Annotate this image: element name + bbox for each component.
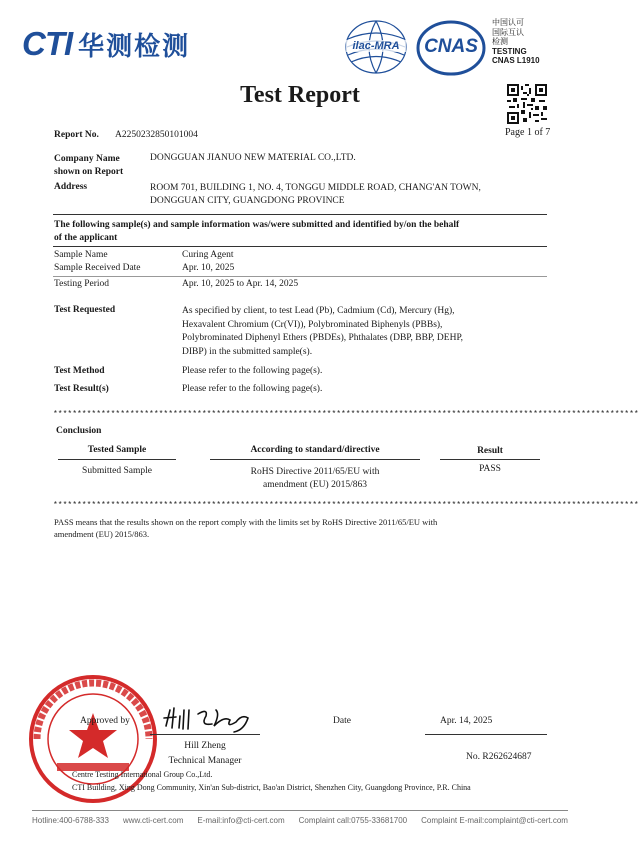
cti-logo <box>22 24 190 64</box>
report-no-label: Report No. <box>54 130 99 140</box>
cnas-logo <box>416 20 486 76</box>
date-label: Date <box>333 716 351 726</box>
sample-name-label: Sample Name <box>54 250 108 260</box>
test-requested-label: Test Requested <box>54 305 116 315</box>
test-method-value: Please refer to the following page(s). <box>182 366 323 376</box>
company-value: DONGGUAN JIANUO NEW MATERIAL CO.,LTD. <box>150 153 356 163</box>
company-label <box>54 153 123 179</box>
pass-note-line: PASS means that the results shown on the report comply with the limits set by RoHS Directive 2011/65/EU with <box>54 517 438 527</box>
cnas-en-line: CNAS L1910 <box>492 56 540 65</box>
report-no-value: A2250232850101004 <box>115 130 198 140</box>
testing-period-value: Apr. 10, 2025 to Apr. 14, 2025 <box>182 279 299 289</box>
pass-note-line: amendment (EU) 2015/863. <box>54 529 150 539</box>
divider <box>53 214 547 215</box>
testing-period-label: Testing Period <box>54 279 110 289</box>
conclusion-header-standard: According to standard/directive <box>250 445 380 455</box>
date-line <box>425 734 547 735</box>
address-line: ROOM 701, BUILDING 1, NO. 4, TONGGU MIDDLE ROAD, CHANG'AN TOWN, <box>150 183 481 193</box>
cnas-en-line: TESTING <box>492 46 527 56</box>
address-label: Address <box>54 182 88 192</box>
intro-text <box>54 219 459 245</box>
conclusion-standard-line: RoHS Directive 2011/65/EU with <box>250 467 380 477</box>
footer-web[interactable]: www.cti-cert.com <box>122 816 184 825</box>
cnas-cn-line: 中国认可 <box>492 18 524 27</box>
test-method-label: Test Method <box>54 366 105 376</box>
footer-hotline: Hotline:400-6788-333 <box>32 816 109 825</box>
intro-line: The following sample(s) and sample information was/were submitted and identified by/on the behalf <box>54 220 460 230</box>
divider <box>53 246 547 247</box>
footer-divider <box>32 810 568 811</box>
footer <box>32 816 568 825</box>
test-results-value: Please refer to the following page(s). <box>182 384 323 394</box>
page-number: Page 1 of 7 <box>505 127 551 138</box>
address-value <box>150 182 481 208</box>
sample-received-value: Apr. 10, 2025 <box>182 263 235 273</box>
signer-name: Hill Zheng <box>184 741 226 751</box>
intro-line: of the applicant <box>54 233 118 243</box>
conclusion-sample: Submitted Sample <box>82 466 152 476</box>
cnas-accreditation-text <box>492 18 540 66</box>
approved-by-label: Approved by <box>80 716 130 726</box>
signature-scribble <box>160 702 260 734</box>
company-name-footer: Centre Testing International Group Co.,Ltd. <box>72 770 213 779</box>
test-requested-line: Polybrominated Diphenyl Ethers (PBDEs), Phthalates (DBP, BBP, DEHP, <box>182 333 464 343</box>
date-value: Apr. 14, 2025 <box>440 716 493 726</box>
signature-line <box>150 734 260 735</box>
qr-code <box>507 84 547 124</box>
page-title: Test Report <box>240 82 360 108</box>
footer-email[interactable]: E-mail:info@cti-cert.com <box>197 816 285 825</box>
conclusion-header-result: Result <box>477 446 503 456</box>
company-address-footer: CTI Building, Xing Dong Community, Xin'an Sub-district, Bao'an District, Shenzhen City, Guangdong Province, P.R. China <box>72 783 471 792</box>
stars-separator: ************************************************************************************************************************** <box>53 501 639 510</box>
header-underline <box>440 459 540 460</box>
test-requested-line: As specified by client, to test Lead (Pb), Cadmium (Cd), Mercury (Hg), <box>182 306 455 316</box>
cti-logo-cn: 华测检测 <box>78 30 191 61</box>
sample-name-value: Curing Agent <box>182 250 234 260</box>
sample-received-label: Sample Received Date <box>54 263 141 273</box>
test-requested-value <box>182 305 463 359</box>
company-label-line: Company Name <box>54 154 120 164</box>
company-label-line: shown on Report <box>54 167 124 177</box>
divider <box>53 276 547 277</box>
conclusion-header-sample: Tested Sample <box>87 445 147 455</box>
test-requested-line: Hexavalent Chromium (Cr(VI)), Polybrominated Biphenyls (PBBs), <box>182 319 443 330</box>
cti-logo-text: CTI <box>22 25 73 62</box>
header-underline <box>210 459 420 460</box>
ilac-mra-logo <box>342 17 410 77</box>
cnas-label: CNAS <box>424 36 478 57</box>
pass-note <box>54 516 437 540</box>
footer-complaint-call: Complaint call:0755-33681700 <box>298 816 408 825</box>
ilac-mra-label: ilac-MRA <box>346 40 406 52</box>
cnas-cn-line: 检测 <box>492 37 508 46</box>
address-line: DONGGUAN CITY, GUANGDONG PROVINCE <box>150 196 345 206</box>
report-number: No. R262624687 <box>466 752 532 762</box>
header-underline <box>58 459 176 460</box>
conclusion-title: Conclusion <box>56 426 102 436</box>
signer-role: Technical Manager <box>168 756 242 766</box>
conclusion-standard-line: amendment (EU) 2015/863 <box>263 480 367 490</box>
test-results-label: Test Result(s) <box>54 384 109 394</box>
test-requested-line: DIBP) in the submitted sample(s). <box>182 346 313 357</box>
conclusion-standard <box>215 466 415 492</box>
stars-separator: ************************************************************************************************************************** <box>53 410 639 419</box>
conclusion-result: PASS <box>479 464 501 474</box>
footer-complaint-email[interactable]: Complaint E-mail:complaint@cti-cert.com <box>421 816 568 825</box>
cnas-cn-line: 国际互认 <box>492 27 524 37</box>
